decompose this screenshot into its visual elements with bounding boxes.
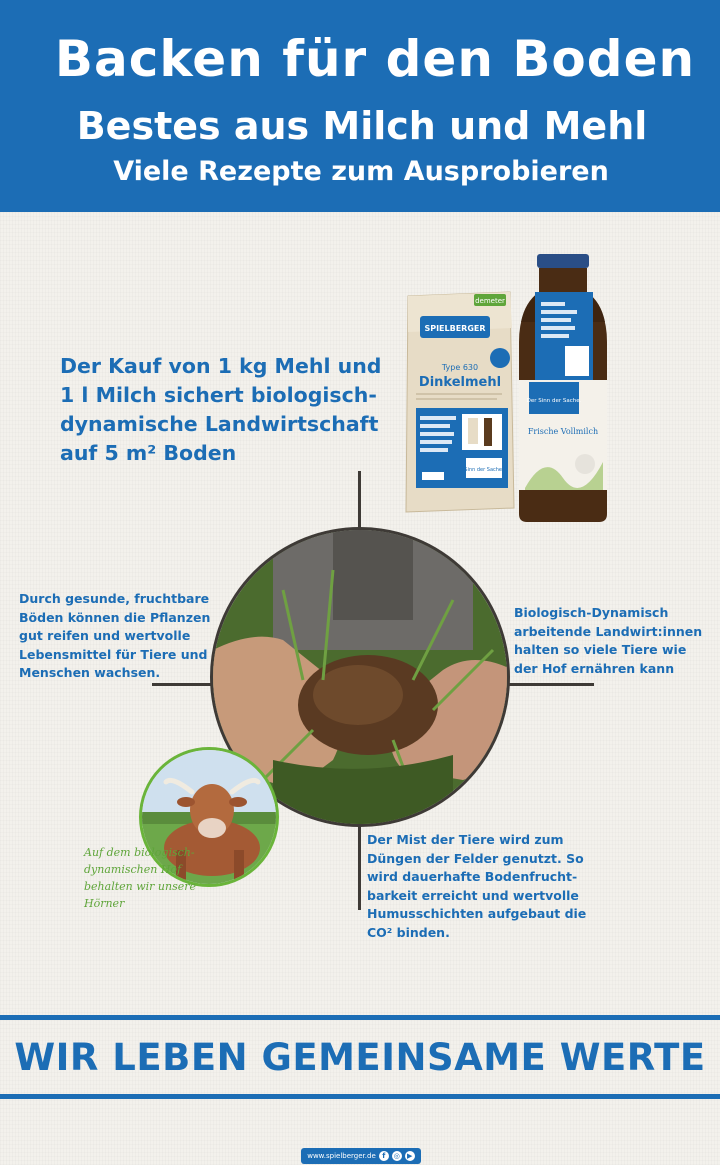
connector-line-left [152,683,212,686]
footer-title: WIR LEBEN GEMEINSAME WERTE [14,1036,706,1079]
header-banner [0,0,720,212]
instagram-icon[interactable]: ◎ [393,1152,400,1160]
page-subtitle: Bestes aus Milch und Mehl [76,104,648,148]
flour-brand: SPIELBERGER [424,324,486,333]
cow-note: Auf dem biologisch-dynamischen Hof behalten wir unsere Hörner [84,846,197,910]
website-text[interactable]: www.spielberger.de [307,1152,376,1160]
flour-bag-image [402,288,517,516]
facebook-icon[interactable]: f [379,1151,389,1161]
connector-line-bottom [358,825,361,910]
flour-type: Type 630 [441,363,479,372]
caption-left: Durch gesunde, fruchtbare Böden können die Pflanzen gut reifen und wertvolle Lebensmittel für Tiere und Menschen wachsen. [19,591,211,680]
milk-sinn-logo: Der Sinn der Sache. [526,398,582,404]
page-title: Backen für den Boden [54,30,696,88]
connector-line-top [358,471,361,529]
youtube-icon[interactable]: ▶ [405,1151,415,1161]
intro-text: Der Kauf von 1 kg Mehl und 1 l Milch sichert biologisch-dynamische Landwirtschaft auf 5 m² Boden [60,354,382,465]
flour-badge: demeter [475,297,505,305]
page-tagline: Viele Rezepte zum Ausprobieren [113,156,609,187]
caption-right: Biologisch-Dynamisch arbeitende Landwirt:innen halten so viele Tiere wie der Hof ernähren kann [514,605,703,676]
milk-bottle-image [515,252,611,524]
website-link[interactable] [301,1148,421,1164]
flour-sinn-logo: Sinn der Sache. [464,467,504,473]
divider-bottom [0,1094,720,1099]
caption-bottom: Der Mist der Tiere wird zum Düngen der Felder genutzt. So wird dauerhafte Bodenfrucht-barkeit erreicht und wertvolle Humusschichten aufgebaut die CO² binden. [367,832,587,940]
milk-name: Frische Vollmilch [527,427,599,436]
flour-name: Dinkelmehl [418,375,502,390]
divider-top [0,1015,720,1020]
connector-line-right [508,683,594,686]
